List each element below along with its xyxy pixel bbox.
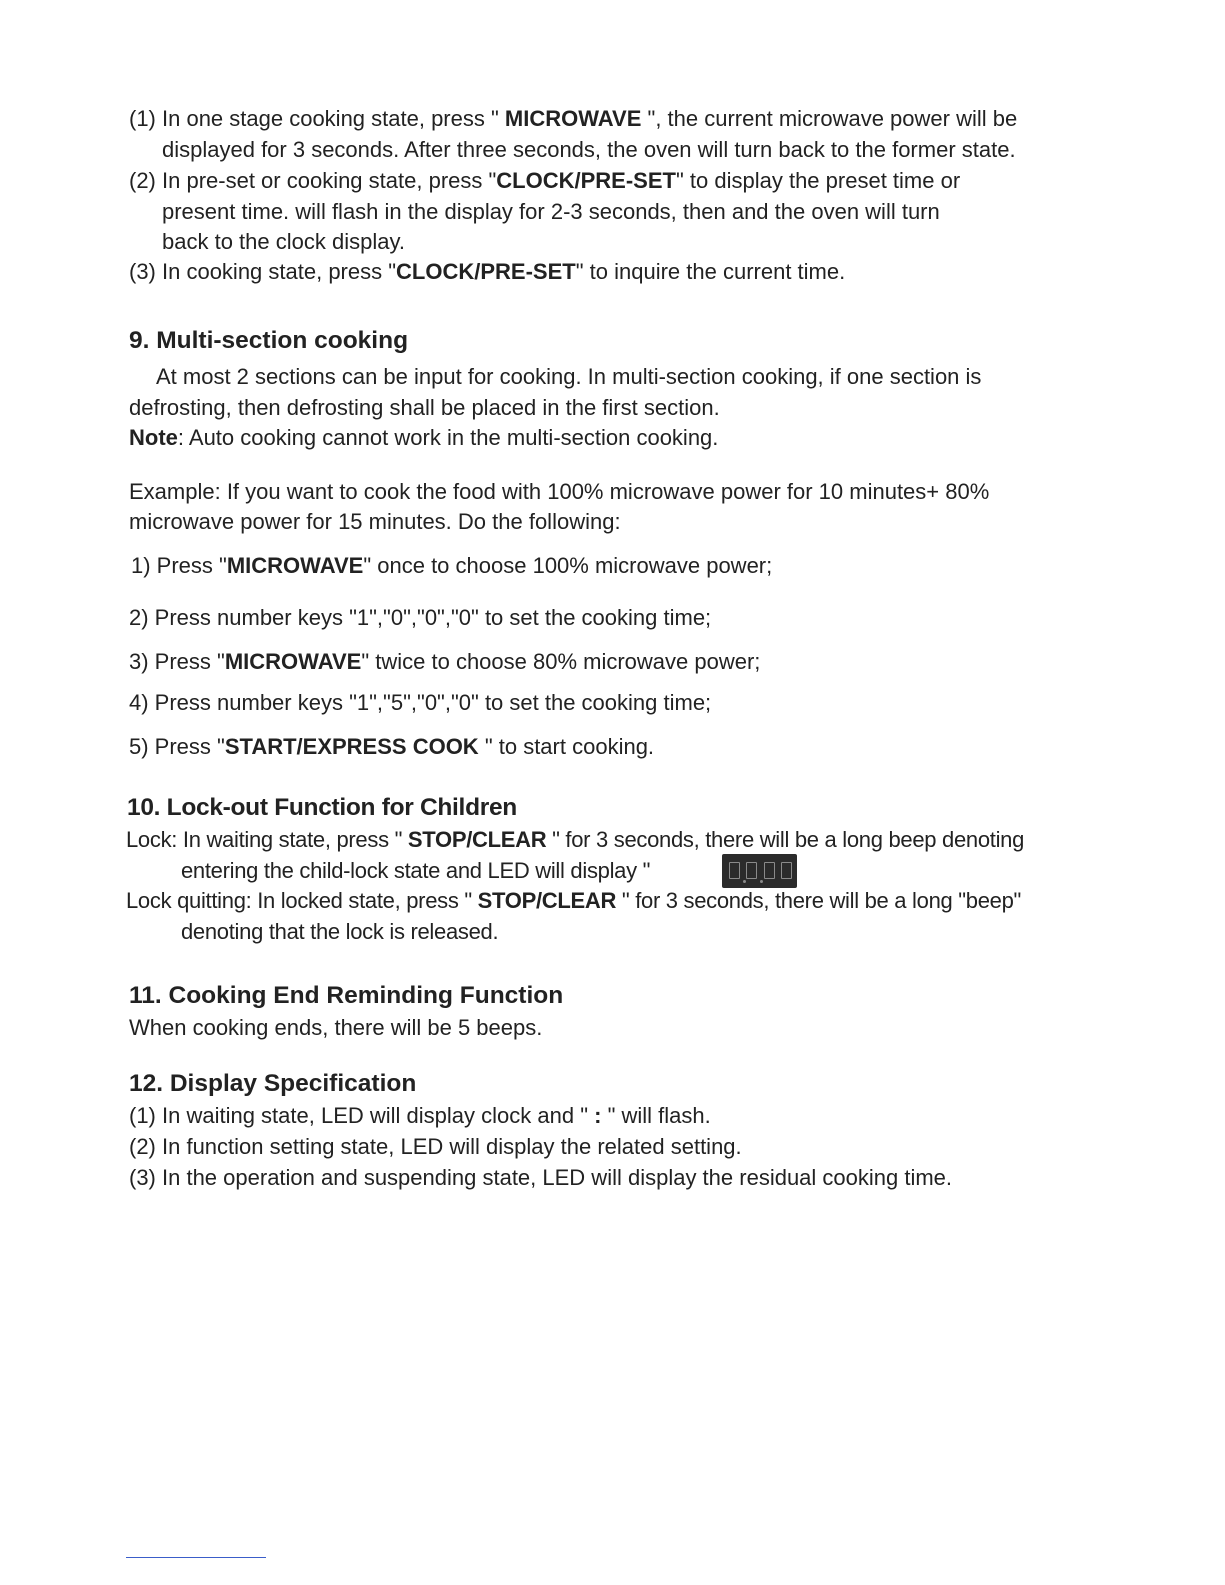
item-2-continued-2: back to the clock display. xyxy=(162,229,405,254)
section-10-heading: 10. Lock-out Function for Children xyxy=(127,794,517,821)
section-9-note: Note: Auto cooking cannot work in the multi-section cooking. xyxy=(129,425,719,450)
item-2-line: (2) In pre-set or cooking state, press "CLOCK/PRE-SET" to display the preset time or xyxy=(129,168,961,193)
section-9-paragraph: At most 2 sections can be input for cooking. In multi-section cooking, if one section is xyxy=(156,364,982,389)
lock-line: Lock: In waiting state, press " STOP/CLEAR " for 3 seconds, there will be a long beep denoting xyxy=(126,827,1025,852)
step-3: 3) Press "MICROWAVE" twice to choose 80% microwave power; xyxy=(129,649,761,674)
lock-quitting-line: Lock quitting: In locked state, press " STOP/CLEAR " for 3 seconds, there will be a long "beep" xyxy=(126,888,1022,913)
example-line: Example: If you want to cook the food with 100% microwave power for 10 minutes+ 80% xyxy=(129,479,990,504)
lock-quitting-line-cont: denoting that the lock is released. xyxy=(181,919,499,944)
display-spec-2: (2) In function setting state, LED will display the related setting. xyxy=(129,1134,742,1159)
step-2: 2) Press number keys "1","0","0","0" to set the cooking time; xyxy=(129,605,712,630)
display-spec-1: (1) In waiting state, LED will display clock and " : " will flash. xyxy=(129,1103,711,1128)
colon-symbol: : xyxy=(594,1103,602,1128)
microwave-key-label: MICROWAVE xyxy=(504,106,642,131)
microwave-key-label: MICROWAVE xyxy=(226,553,364,578)
led-display-icon xyxy=(722,854,797,888)
step-4: 4) Press number keys "1","5","0","0" to set the cooking time; xyxy=(129,690,712,715)
footer-divider xyxy=(126,1557,266,1558)
start-express-cook-key-label: START/EXPRESS COOK xyxy=(224,734,479,759)
display-spec-3: (3) In the operation and suspending state, LED will display the residual cooking time. xyxy=(129,1165,953,1190)
section-11-heading: 11. Cooking End Reminding Function xyxy=(129,982,564,1009)
section-11-paragraph: When cooking ends, there will be 5 beeps. xyxy=(129,1015,543,1040)
item-2-continued: present time. will flash in the display for 2-3 seconds, then and the oven will turn xyxy=(162,199,940,224)
step-1: 1) Press "MICROWAVE" once to choose 100% microwave power; xyxy=(131,553,773,578)
stop-clear-key-label: STOP/CLEAR xyxy=(477,888,617,913)
item-3-line: (3) In cooking state, press "CLOCK/PRE-SET" to inquire the current time. xyxy=(129,259,846,284)
section-9-heading: 9. Multi-section cooking xyxy=(129,327,409,354)
stop-clear-key-label: STOP/CLEAR xyxy=(407,827,547,852)
item-1-line: (1) In one stage cooking state, press " MICROWAVE ", the current microwave power will be xyxy=(129,106,1018,131)
step-5: 5) Press "START/EXPRESS COOK " to start cooking. xyxy=(129,734,655,759)
section-9-paragraph-cont: defrosting, then defrosting shall be placed in the first section. xyxy=(129,395,720,420)
example-line-cont: microwave power for 15 minutes. Do the following: xyxy=(129,509,621,534)
clock-preset-key-label: CLOCK/PRE-SET xyxy=(396,259,576,284)
note-label: Note xyxy=(129,425,178,450)
clock-preset-key-label: CLOCK/PRE-SET xyxy=(496,168,676,193)
microwave-key-label: MICROWAVE xyxy=(224,649,362,674)
item-1-continued: displayed for 3 seconds. After three seconds, the oven will turn back to the former state. xyxy=(162,137,1016,162)
lock-line-cont: entering the child-lock state and LED will display " xyxy=(181,858,651,883)
section-12-heading: 12. Display Specification xyxy=(129,1070,417,1097)
